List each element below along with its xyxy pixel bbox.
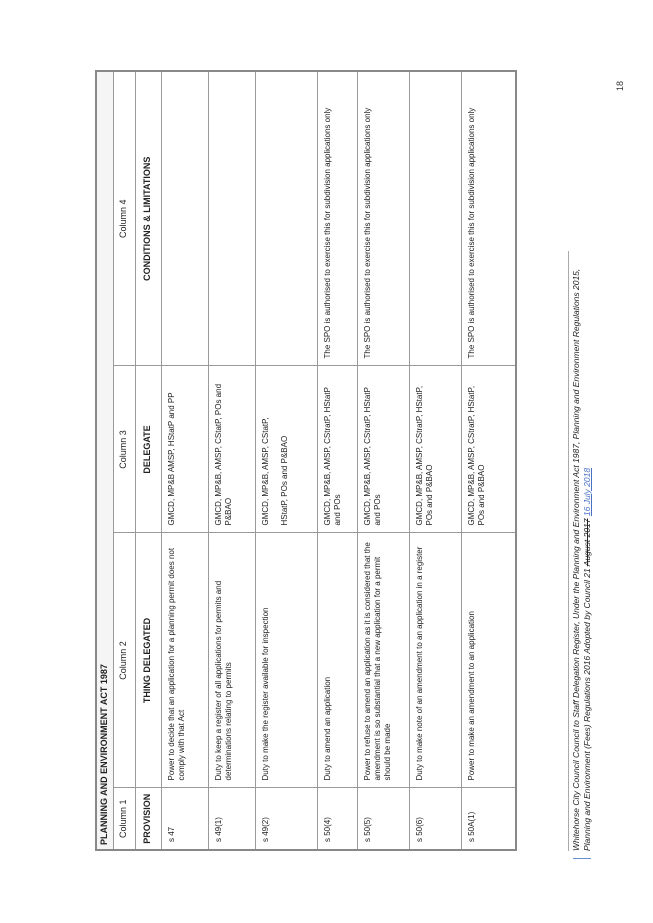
delegate-line: HStatP, POs and P&BAO	[280, 435, 290, 526]
conditions-cell: The SPO is authorised to exercise this for subdivision applications only	[317, 71, 357, 366]
table-row	[357, 71, 409, 850]
delegate-cell: GMCD, MP&B, AMSP, CStatP, POs and P&BAO	[208, 366, 255, 533]
provision-header: PROVISION	[135, 788, 161, 850]
conditions-cell	[409, 71, 461, 366]
thing-cell: Duty to make note of an amendment to an application in a register	[409, 533, 461, 788]
column-2-label: Column 2	[113, 533, 135, 788]
provision-cell: s 49(1)	[208, 788, 255, 850]
thing-cell: Duty to amend an application	[317, 533, 357, 788]
footer-line-1: Whitehorse City Council Council to Staff Delegation Register, Under the Planning and Environment Act 1987, Planning and Environment Regulations 2015,	[571, 268, 581, 851]
provision-cell: s 50(5)	[357, 788, 409, 850]
table-row	[161, 71, 208, 850]
conditions-header: CONDITIONS & LIMITATIONS	[135, 71, 161, 366]
delegate-cell	[255, 366, 317, 533]
provision-cell: s 47	[161, 788, 208, 850]
page-footer	[568, 251, 592, 851]
column-3-label: Column 3	[113, 366, 135, 533]
inserted-date: 16 July 2018	[581, 467, 592, 517]
conditions-cell	[161, 71, 208, 366]
delegate-cell: GMCD, MP&B, AMSP, CStratP, HStatP and POs	[317, 366, 357, 533]
provision-cell: s 50(6)	[409, 788, 461, 850]
delegate-header: DELEGATE	[135, 366, 161, 533]
column-4-label: Column 4	[113, 71, 135, 366]
delegation-table	[95, 70, 517, 851]
table-row	[409, 71, 461, 850]
thing-cell: Duty to make the register available for inspection	[255, 533, 317, 788]
table-row	[317, 71, 357, 850]
page-number: 18	[615, 80, 625, 91]
table-row	[255, 71, 317, 850]
provision-cell: s 50A(1)	[461, 788, 516, 850]
provision-cell: s 50(4)	[317, 788, 357, 850]
footer-line-2-text: Planning and Environment (Fees) Regulations 2016 Adopted by Council 21	[581, 566, 592, 851]
conditions-cell	[208, 71, 255, 366]
thing-cell: Power to refuse to amend an application as it is considered that the amendment is so substantial that a new application for a permit should be made	[357, 533, 409, 788]
conditions-cell: The SPO is authorised to exercise this for subdivision applications only	[357, 71, 409, 366]
delegate-cell: GMCD, MP&B, AMSP, CStratP, HStatP and POs	[357, 366, 409, 533]
conditions-cell	[255, 71, 317, 366]
column-1-label: Column 1	[113, 788, 135, 850]
table-row	[461, 71, 516, 850]
delegate-line: GMCD, MP&B, AMSP, CStatP,	[260, 417, 270, 526]
table-row	[208, 71, 255, 850]
footer-line-2	[582, 251, 593, 851]
delegate-cell: GMCD, MP&B, AMSP, CStratP, HStatP, POs and P&BAO	[461, 366, 516, 533]
thing-cell: Power to decide that an application for a planning permit does not comply with that Act	[161, 533, 208, 788]
thing-cell: Duty to keep a register of all applications for permits and determinations relating to permits	[208, 533, 255, 788]
act-title: PLANNING AND ENVIRONMENT ACT 1987	[96, 71, 113, 850]
conditions-cell: The SPO is authorised to exercise this for subdivision applications only	[461, 71, 516, 366]
thing-cell: Power to make an amendment to an application	[461, 533, 516, 788]
provision-cell: s 49(2)	[255, 788, 317, 850]
delegate-cell: GMCD, MP&B AMSP, HStatP and PP	[161, 366, 208, 533]
thing-delegated-header: THING DELEGATED	[135, 533, 161, 788]
change-bar	[573, 858, 591, 859]
delegate-cell: GMCD, MP&B, AMSP, CStratP, HStatP, POs and P&BAO	[409, 366, 461, 533]
struck-date: August 2017	[581, 518, 592, 567]
